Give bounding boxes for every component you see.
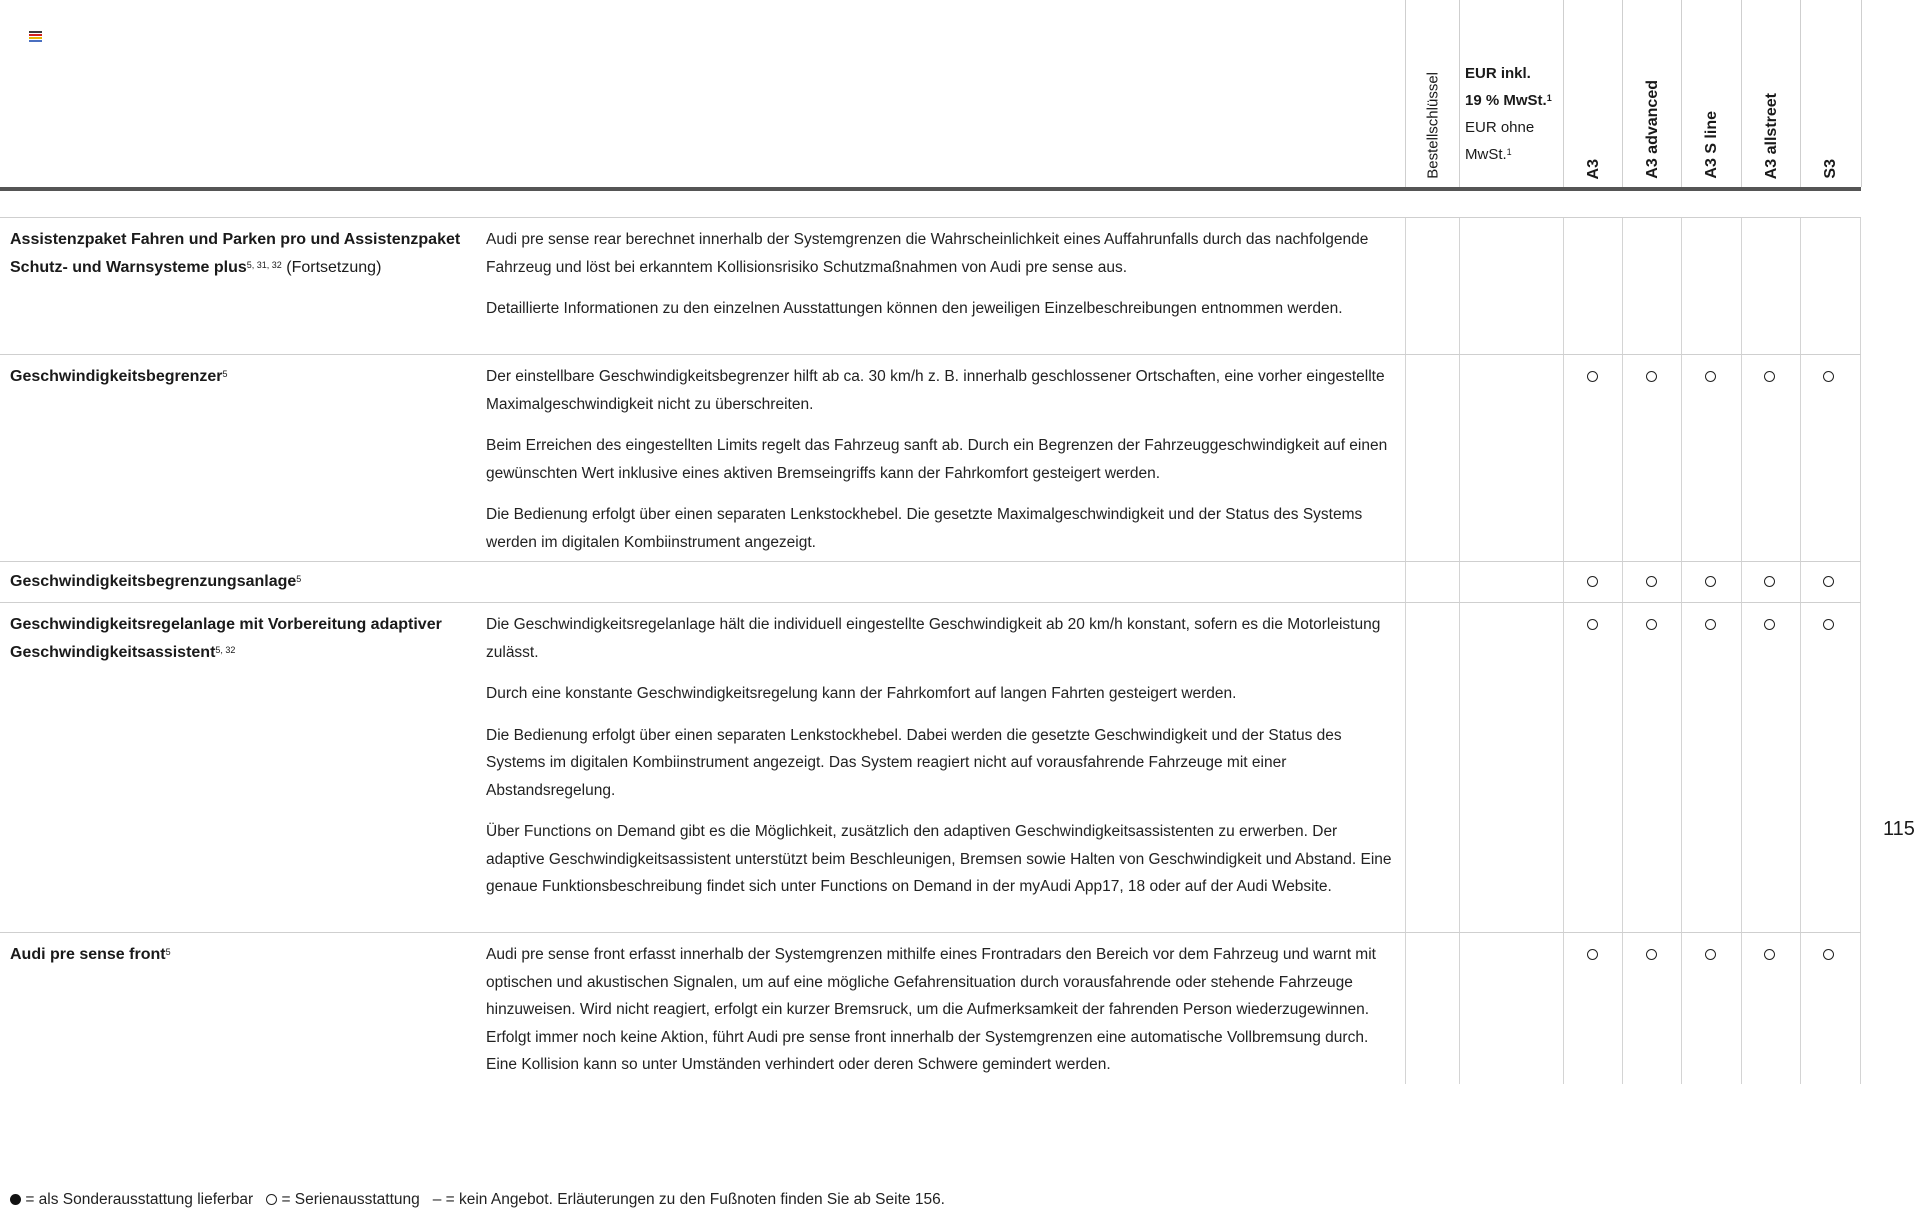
standard-equipment-icon	[1764, 576, 1775, 587]
standard-equipment-icon	[1705, 371, 1716, 382]
price-incl-label: EUR inkl.	[1465, 65, 1531, 82]
optional-equipment-icon	[10, 1194, 21, 1205]
standard-equipment-icon	[1646, 576, 1657, 587]
header-rule	[0, 187, 1861, 191]
row-feature-name: Geschwindigkeitsregelanlage mit Vorbereitung adaptiver Geschwindigkeitsassistent$^{5, 32}$	[10, 616, 442, 661]
table-row	[0, 932, 1861, 1085]
price-excl-vat-label: MwSt.	[1465, 146, 1507, 163]
standard-equipment-icon	[266, 1194, 277, 1205]
header-order-key-col	[1405, 0, 1460, 187]
table-row	[0, 354, 1861, 562]
language-flag-icon	[29, 31, 42, 41]
model-label: S3	[1822, 159, 1839, 179]
header-model-a3-advanced	[1622, 0, 1682, 187]
price-footnote: 1	[1546, 93, 1552, 103]
row-feature-name: Audi pre sense front$^5$	[10, 946, 171, 963]
legend-optional: = als Sonderausstattung lieferbar	[25, 1191, 254, 1208]
legend	[10, 1191, 945, 1209]
standard-equipment-icon	[1823, 576, 1834, 587]
row-description: Audi pre sense front erfasst innerhalb der Systemgrenzen mithilfe eines Frontradars den Bereich vor dem Fahrzeug und warnt mit optischen und akustischen Signalen, um auf eine mögliche Gefahrensituation durch vorausfahrende oder stehende Fahrzeuge hinzuweisen. Wird nicht reagiert, erfolgt ein kurzer Bremsruck, um die Aufmerksamkeit der fahrenden Person wiederzugewinnen. Erfolgt immer noch keine Aktion, führt Audi pre sense front innerhalb der Systemgrenzen eine automatische Vollbremsung durch. Eine Kollision kann so unter Umständen verhindert oder deren Schwere gemindert werden.	[486, 946, 1376, 1073]
standard-equipment-icon	[1705, 619, 1716, 630]
price-footnote: 1	[1506, 147, 1512, 157]
standard-equipment-icon	[1646, 949, 1657, 960]
standard-equipment-icon	[1587, 371, 1598, 382]
standard-equipment-icon	[1705, 949, 1716, 960]
price-excl-label: EUR ohne	[1465, 119, 1535, 136]
header-order-key: Bestellschlüssel	[1424, 72, 1442, 179]
legend-standard: = Serienausstattung	[281, 1191, 420, 1208]
model-label: A3	[1584, 158, 1602, 179]
row-feature-name: Geschwindigkeitsbegrenzungsanlage$^5$	[10, 573, 302, 590]
header-model-a3	[1563, 0, 1623, 187]
standard-equipment-icon	[1823, 619, 1834, 630]
header-model-a3-s-line	[1681, 0, 1742, 187]
standard-equipment-icon	[1823, 371, 1834, 382]
model-label: A3 S line	[1703, 111, 1720, 179]
standard-equipment-icon	[1587, 949, 1598, 960]
row-description: Audi pre sense rear berechnet innerhalb der Systemgrenzen die Wahrscheinlichkeit eines Auffahrunfalls durch das nachfolgende Fahrzeug und löst bei erkanntem Kollisionsrisiko Schutzmaßnahmen von Audi pre sense aus. Detaillierte Informationen zu den einzelnen Ausstattungen können den jeweiligen Einzelbeschreibungen entnommen werden.	[486, 231, 1369, 317]
standard-equipment-icon	[1823, 949, 1834, 960]
table-row	[0, 217, 1861, 355]
standard-equipment-icon	[1705, 576, 1716, 587]
standard-equipment-icon	[1587, 576, 1598, 587]
model-label: A3 advanced	[1643, 80, 1661, 179]
table-row	[0, 561, 1861, 603]
price-incl-vat-label: 19 % MwSt.	[1465, 92, 1547, 109]
standard-equipment-icon	[1764, 619, 1775, 630]
standard-equipment-icon	[1646, 371, 1657, 382]
standard-equipment-icon	[1646, 619, 1657, 630]
row-description: Der einstellbare Geschwindigkeitsbegrenzer hilft ab ca. 30 km/h z. B. innerhalb geschlossener Ortschaften, eine vorher eingestellte Maximalgeschwindigkeit nicht zu überschreiten. Beim Erreichen des eingestellten Limits regelt das Fahrzeug sanft ab. Durch ein Begrenzen der Fahrzeuggeschwindigkeit auf einen gewünschten Wert inklusive eines aktiven Bremseingriffs kann der Fahrkomfort gesteigert werden. Die Bedienung erfolgt über einen separaten Lenkstockhebel. Die gesetzte Maximalgeschwindigkeit und der Status des Systems werden im digitalen Kombiinstrument angezeigt.	[486, 368, 1388, 551]
standard-equipment-icon	[1764, 371, 1775, 382]
model-label: A3 allstreet	[1762, 92, 1780, 179]
standard-equipment-icon	[1587, 619, 1598, 630]
row-feature-name: Assistenzpaket Fahren und Parken pro und Assistenzpaket Schutz- und Warnsysteme plus$^{5, 31, 32}$ (Fortsetzung)	[10, 231, 461, 276]
row-feature-name: Geschwindigkeitsbegrenzer$^5$	[10, 368, 228, 385]
row-description: Die Geschwindigkeitsregelanlage hält die individuell eingestellte Geschwindigkeit ab 20 km/h konstant, sofern es die Motorleistung zulässt. Durch eine konstante Geschwindigkeitsregelung kann der Fahrkomfort auf langen Fahrten gesteigert werden. Die Bedienung erfolgt über einen separaten Lenkstockhebel. Dabei werden die gesetzte Geschwindigkeit und der Status des Systems im digitalen Kombiinstrument angezeigt. Das System reagiert nicht auf vorausfahrende Fahrzeuge mit einer Abstandsregelung. Über Functions on Demand gibt es die Möglichkeit, zusätzlich den adaptiven Geschwindigkeitsassistenten zu erwerben. Der adaptive Geschwindigkeitsassistent unterstützt beim Beschleunigen, Bremsen sowie Halten von Geschwindigkeit und Abstand. Eine genaue Funktionsbeschreibung findet sich unter Functions on Demand in der myAudi App17, 18 oder auf der Audi Website.	[486, 616, 1392, 895]
page-number: 115	[1883, 818, 1915, 840]
table-row	[0, 602, 1861, 933]
standard-equipment-icon	[1764, 949, 1775, 960]
legend-none: – = kein Angebot. Erläuterungen zu den Fußnoten finden Sie ab Seite 156.	[432, 1191, 945, 1208]
header-model-s3	[1800, 0, 1862, 187]
header-price	[1465, 60, 1565, 168]
header-model-a3-allstreet	[1741, 0, 1801, 187]
